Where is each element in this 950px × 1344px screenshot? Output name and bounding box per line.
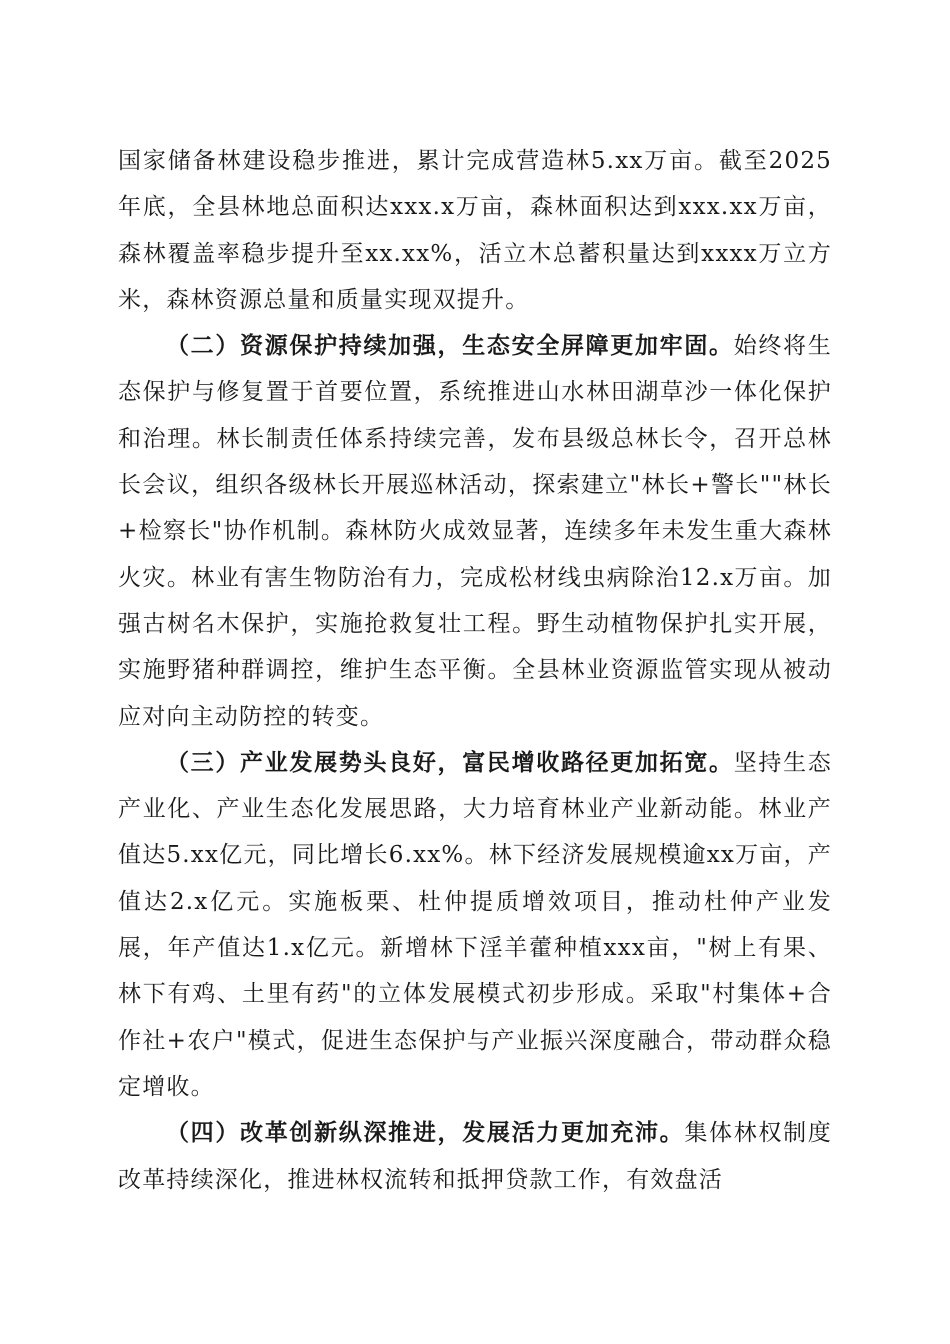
document-body [118,138,832,1203]
section-heading-3: （三）产业发展势头良好，富民增收路径更加拓宽。 [166,748,734,776]
paragraph-text: 国家储备林建设稳步推进，累计完成营造林5.xx万亩。截至2025年底，全县林地总面积达xxx.x万亩，森林面积达到xxx.xx万亩，森林覆盖率稳步提升至xx.xx%，活立木总蓄积量达到xxxx万立方米，森林资源总量和质量实现双提升。 [118,148,832,313]
paragraph-continuation [118,138,832,323]
paragraph-industry-development [118,740,832,1110]
paragraph-text: 始终将生态保护与修复置于首要位置，系统推进山水林田湖草沙一体化保护和治理。林长制责任体系持续完善，发布县级总林长令，召开总林长会议，组织各级林长开展巡林活动，探索建立"林长+警长""林长+检察长"协作机制。森林防火成效显著，连续多年未发生重大森林火灾。林业有害生物防治有力，完成松材线虫病除治12.x万亩。加强古树名木保护，实施抢救复壮工程。野生动植物保护扎实开展，实施野猪种群调控，维护生态平衡。全县林业资源监管实现从被动应对向主动防控的转变。 [118,333,832,730]
paragraph-resource-protection [118,323,832,740]
section-heading-4: （四）改革创新纵深推进，发展活力更加充沛。 [166,1119,685,1147]
paragraph-reform-innovation [118,1110,832,1203]
paragraph-text: 集体林权制度改革持续深化，推进林权流转和抵押贷款工作，有效盘活 [118,1120,832,1193]
section-heading-2: （二）资源保护持续加强，生态安全屏障更加牢固。 [166,332,734,360]
paragraph-text: 坚持生态产业化、产业生态化发展思路，大力培育林业产业新动能。林业产值达5.xx亿元，同比增长6.xx%。林下经济发展规模逾xx万亩，产值达2.x亿元。实施板栗、杜仲提质增效项目，推动杜仲产业发展，年产值达1.x亿元。新增林下淫羊藿种植xxx亩，"树上有果、林下有鸡、土里有药"的立体发展模式初步形成。采取"村集体+合作社+农户"模式，促进生态保护与产业振兴深度融合，带动群众稳定增收。 [118,749,832,1100]
